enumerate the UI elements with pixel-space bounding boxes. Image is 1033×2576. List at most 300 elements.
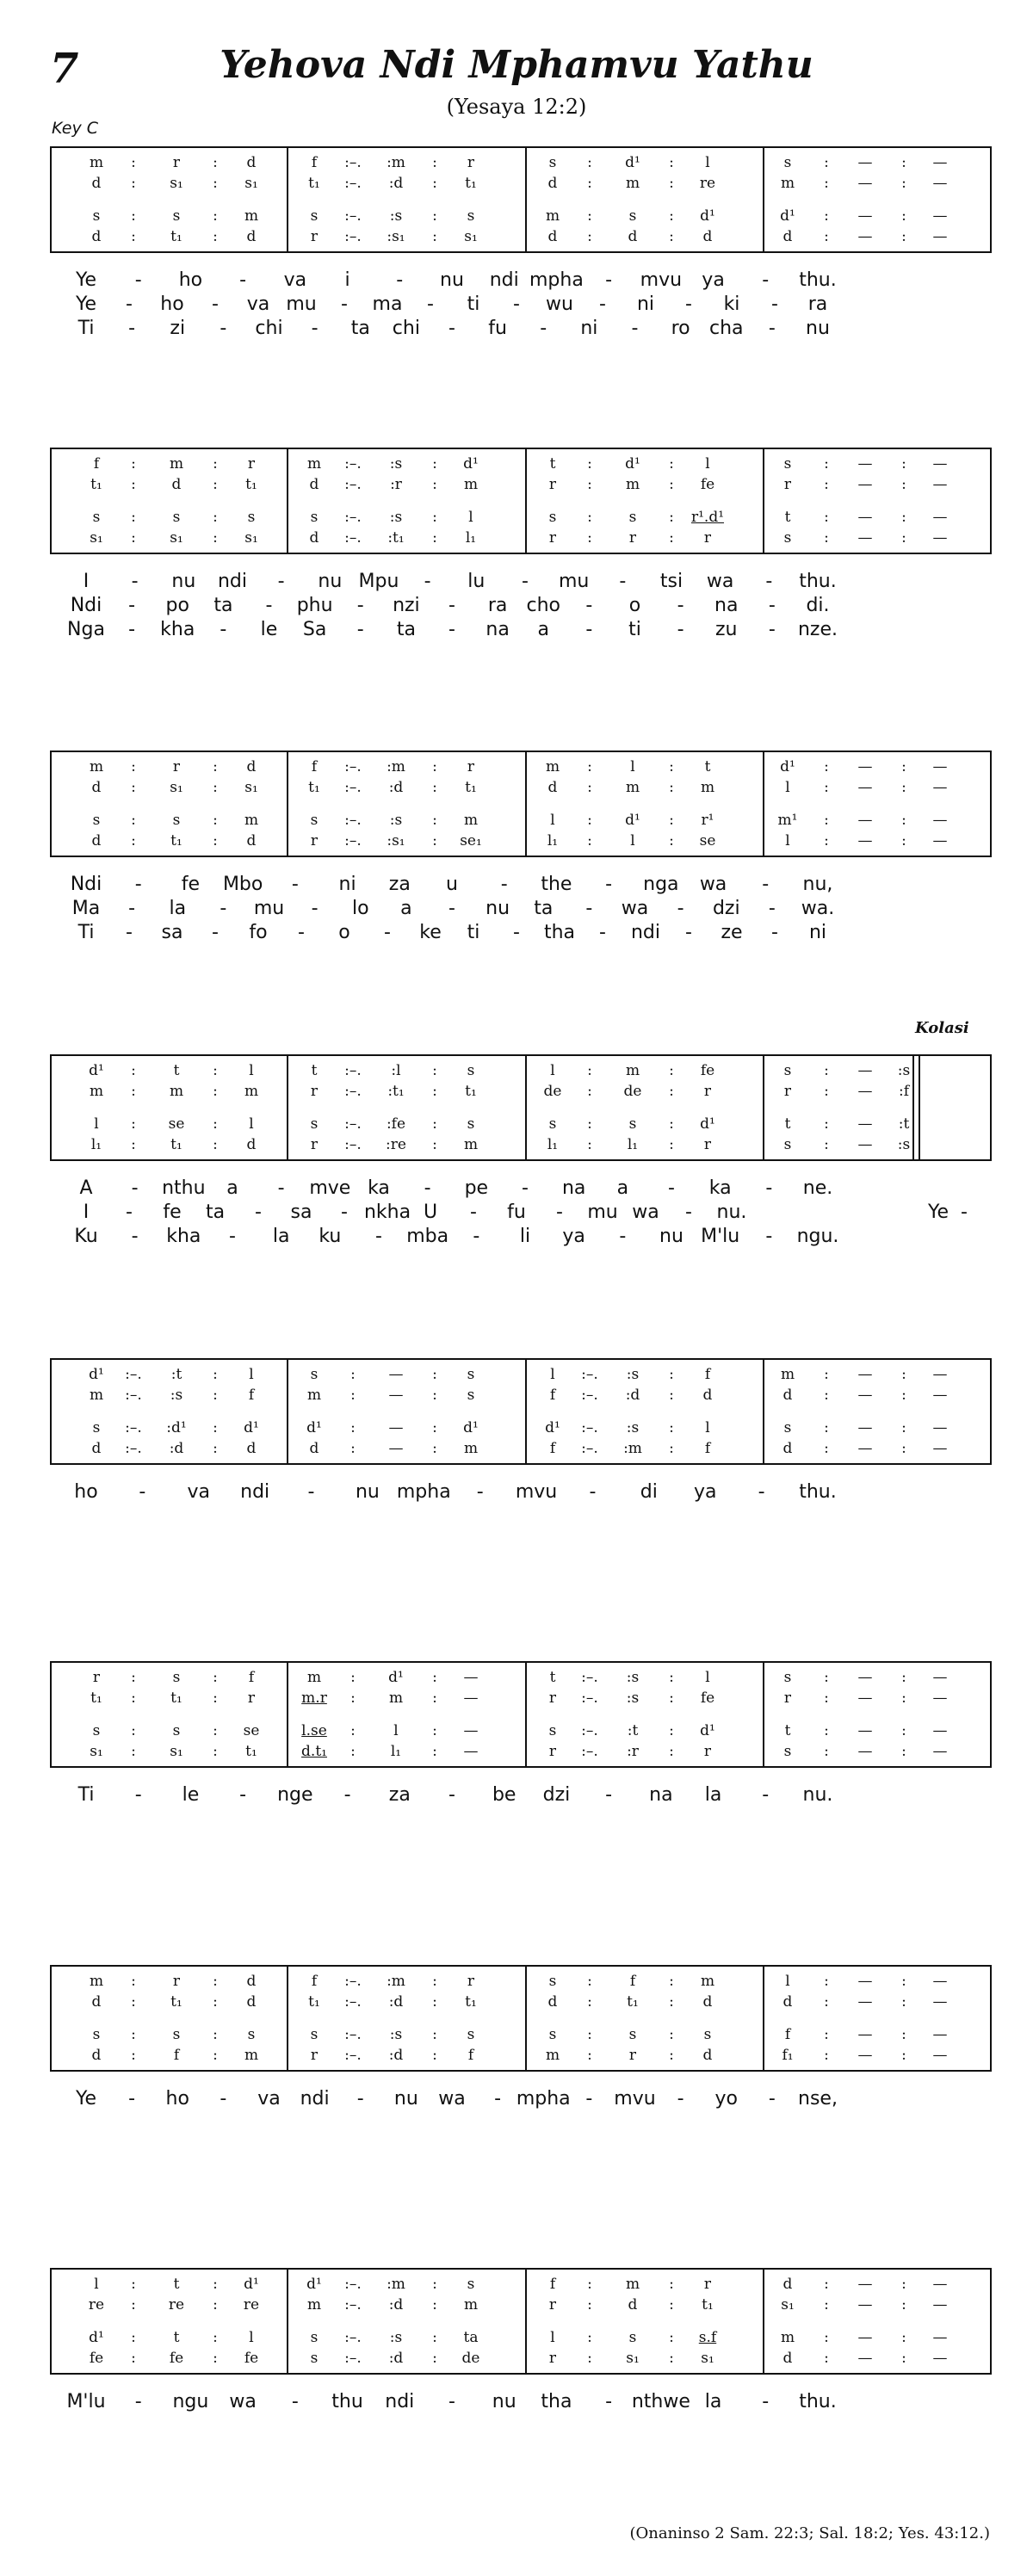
- chorus-label: Kolasi: [915, 1019, 969, 1037]
- solfa-note: l₁: [465, 529, 477, 547]
- solfa-note: l: [785, 779, 790, 796]
- solfa-note: r: [247, 455, 256, 473]
- solfa-note: d: [91, 175, 102, 192]
- lyric-line: [0, 269, 1033, 293]
- hymn-title: Yehova Ndi Mphamvu Yathu: [220, 43, 813, 87]
- solfa-note: —: [932, 2329, 948, 2346]
- syllable-hyphen: -: [212, 293, 219, 315]
- solfa-note: fe: [169, 2350, 184, 2367]
- beat-separator: :–.: [344, 2026, 362, 2043]
- lyric-syllable: a: [537, 619, 549, 640]
- solfa-note: m.r: [301, 1690, 327, 1707]
- voice-row: [52, 2295, 990, 2314]
- beat-separator: :: [587, 2350, 592, 2367]
- solfa-note: s: [172, 812, 181, 829]
- beat-separator: :s: [897, 1136, 911, 1153]
- syllable-hyphen: -: [134, 1784, 142, 1806]
- solfa-note: s: [783, 455, 792, 473]
- beat-separator: :–.: [581, 1690, 598, 1707]
- solfa-note: t₁: [170, 1690, 182, 1707]
- beat-separator: :: [213, 2350, 218, 2367]
- solfa-note: r: [310, 1136, 319, 1153]
- beat-separator: :–.: [344, 832, 362, 849]
- beat-separator: :: [213, 207, 218, 225]
- beat-separator: :: [669, 1690, 674, 1707]
- solfa-note: r: [467, 154, 475, 171]
- solfa-note: —: [463, 1743, 479, 1760]
- beat-separator: :: [432, 2276, 437, 2293]
- solfa-note: t₁: [308, 175, 320, 192]
- beat-separator: :–.: [581, 1366, 598, 1383]
- syllable-hyphen: -: [619, 1226, 627, 1247]
- solfa-note: m: [463, 2296, 479, 2313]
- voice-row: [52, 1689, 990, 1708]
- solfa-note: r: [548, 529, 557, 547]
- syllable-hyphen: -: [513, 922, 520, 943]
- syllable-hyphen: -: [677, 595, 684, 616]
- beat-separator: :: [131, 832, 136, 849]
- syllable-hyphen: -: [220, 619, 227, 640]
- beat-separator: :–.: [344, 2047, 362, 2064]
- syllable-hyphen: -: [277, 1177, 285, 1199]
- music-stave: [50, 1054, 992, 1161]
- solfa-note: t: [549, 1669, 556, 1686]
- lyric-syllable: phu: [296, 595, 333, 616]
- syllable-hyphen: -: [762, 269, 770, 291]
- solfa-note: d¹: [89, 1366, 104, 1383]
- beat-separator: :: [824, 154, 829, 171]
- beat-separator: :: [587, 154, 592, 171]
- beat-separator: :: [587, 1083, 592, 1100]
- beat-separator: :t: [627, 1722, 639, 1739]
- syllable-hyphen: -: [605, 269, 613, 291]
- lyric-line: [0, 293, 1033, 317]
- solfa-note: t₁: [245, 1743, 257, 1760]
- key-signature: Key C: [52, 119, 99, 138]
- voice-row: [52, 1061, 990, 1080]
- solfa-note: d.t₁: [301, 1743, 327, 1760]
- syllable-hyphen: -: [768, 595, 776, 616]
- solfa-note: m: [89, 154, 104, 171]
- solfa-note: s₁: [90, 529, 103, 547]
- syllable-hyphen: -: [585, 595, 593, 616]
- music-stave: [50, 1661, 992, 1768]
- solfa-note: —: [388, 1366, 404, 1383]
- solfa-note: r: [310, 832, 319, 849]
- lyric-syllable: la: [272, 1226, 290, 1247]
- solfa-note: s: [310, 2350, 319, 2367]
- solfa-note: l: [705, 1419, 710, 1436]
- beat-separator: :: [901, 2276, 906, 2293]
- lyric-syllable: ya: [562, 1226, 585, 1247]
- beat-separator: :: [901, 154, 906, 171]
- solfa-note: s: [783, 529, 792, 547]
- beat-separator: :: [131, 2026, 136, 2043]
- solfa-note: d¹: [89, 1062, 104, 1079]
- solfa-note: d: [246, 758, 257, 775]
- solfa-note: m: [306, 455, 322, 473]
- solfa-note: —: [932, 1440, 948, 1457]
- solfa-note: re: [243, 2296, 260, 2313]
- beat-separator: :d: [388, 779, 404, 796]
- beat-separator: :: [901, 1366, 906, 1383]
- solfa-note: r: [310, 1083, 319, 1100]
- solfa-note: t: [173, 1062, 180, 1079]
- solfa-note: m¹: [777, 812, 798, 829]
- beat-separator: :m: [623, 1440, 642, 1457]
- beat-separator: :: [432, 509, 437, 526]
- lyric-syllable: ndi: [240, 1481, 270, 1503]
- beat-separator: :: [432, 832, 437, 849]
- solfa-note: m: [306, 2296, 322, 2313]
- syllable-hyphen: -: [448, 595, 455, 616]
- voice-row: [52, 1115, 990, 1134]
- syllable-hyphen: -: [126, 293, 133, 315]
- solfa-note: l.se: [301, 1722, 327, 1739]
- solfa-note: —: [857, 1722, 873, 1739]
- solfa-note: s: [310, 2329, 319, 2346]
- solfa-note: d: [782, 2350, 793, 2367]
- syllable-hyphen: -: [762, 874, 770, 895]
- solfa-note: re: [699, 175, 716, 192]
- beat-separator: :–.: [344, 1993, 362, 2011]
- solfa-note: l: [550, 812, 555, 829]
- beat-separator: :: [432, 1366, 437, 1383]
- beat-separator: :m: [387, 154, 405, 171]
- beat-separator: :–.: [344, 2276, 362, 2293]
- beat-separator: :: [213, 812, 218, 829]
- syllable-hyphen: -: [470, 1202, 477, 1223]
- beat-separator: :: [131, 1115, 136, 1133]
- beat-separator: :: [824, 175, 829, 192]
- syllable-hyphen: -: [311, 318, 319, 339]
- solfa-note: —: [857, 812, 873, 829]
- solfa-note: t: [173, 2329, 180, 2346]
- solfa-note: d¹: [89, 2329, 104, 2346]
- solfa-note: m: [89, 1973, 104, 1990]
- solfa-note: —: [857, 1387, 873, 1404]
- solfa-note: d¹: [625, 154, 640, 171]
- solfa-note: s₁: [244, 779, 258, 796]
- syllable-hyphen: -: [424, 1177, 431, 1199]
- beat-separator: :: [432, 228, 437, 245]
- beat-separator: :–.: [125, 1419, 142, 1436]
- lyric-line: [0, 570, 1033, 594]
- voice-row: [52, 1418, 990, 1437]
- solfa-note: d: [171, 476, 182, 493]
- syllable-hyphen: -: [291, 2391, 299, 2412]
- beat-separator: :: [669, 529, 674, 547]
- syllable-hyphen: -: [277, 571, 285, 592]
- lyric-syllable: i: [344, 269, 350, 291]
- beat-separator: :: [824, 1419, 829, 1436]
- solfa-note: r: [548, 1743, 557, 1760]
- syllable-hyphen: -: [448, 318, 455, 339]
- beat-separator: :: [587, 2296, 592, 2313]
- voice-row: [52, 2046, 990, 2065]
- beat-separator: :: [213, 154, 218, 171]
- syllable-hyphen: -: [522, 571, 529, 592]
- beat-separator: :–.: [344, 228, 362, 245]
- solfa-note: s: [548, 1115, 557, 1133]
- lyric-syllable: A: [79, 1177, 93, 1199]
- voice-row: [52, 831, 990, 850]
- beat-separator: :d: [388, 2350, 404, 2367]
- beat-separator: :: [432, 1690, 437, 1707]
- syllable-hyphen: -: [522, 1177, 529, 1199]
- solfa-note: fe: [700, 1690, 715, 1707]
- beat-separator: :: [131, 529, 136, 547]
- solfa-note: d: [782, 228, 793, 245]
- lyric-syllable: nthwe: [631, 2391, 690, 2412]
- solfa-note: d¹: [700, 1722, 715, 1739]
- syllable-hyphen: -: [768, 619, 776, 640]
- syllable-hyphen: -: [473, 1226, 480, 1247]
- solfa-note: —: [857, 1136, 873, 1153]
- lyric-line: [0, 1225, 1033, 1249]
- voice-row: [52, 153, 990, 172]
- solfa-note: —: [932, 1690, 948, 1707]
- beat-separator: :–.: [344, 2350, 362, 2367]
- beat-separator: :d: [169, 1440, 184, 1457]
- beat-separator: :: [669, 812, 674, 829]
- solfa-note: s: [628, 207, 637, 225]
- solfa-note: d: [246, 1440, 257, 1457]
- solfa-note: de: [543, 1083, 562, 1100]
- beat-separator: :–.: [344, 455, 362, 473]
- lyric-syllable: ndi: [385, 2391, 415, 2412]
- beat-separator: :: [213, 455, 218, 473]
- solfa-note: s: [628, 2026, 637, 2043]
- beat-separator: :: [131, 207, 136, 225]
- lyric-syllable: va: [257, 2088, 281, 2110]
- beat-separator: :: [901, 2296, 906, 2313]
- solfa-note: d: [91, 228, 102, 245]
- solfa-note: d¹: [463, 1419, 479, 1436]
- lyric-syllable: mvu: [614, 2088, 656, 2110]
- lyric-syllable: fe: [181, 874, 201, 895]
- beat-separator: :s: [626, 1669, 640, 1686]
- beat-separator: :: [901, 509, 906, 526]
- syllable-hyphen: -: [448, 1784, 455, 1806]
- lyric-syllable: ya: [702, 269, 725, 291]
- beat-separator: :: [901, 779, 906, 796]
- solfa-note: d¹: [306, 1419, 322, 1436]
- beat-separator: :: [587, 509, 592, 526]
- beat-separator: :: [350, 1669, 356, 1686]
- voice-row: [52, 1972, 990, 1991]
- lyric-syllable: be: [492, 1784, 516, 1806]
- lyric-syllable: cho: [526, 595, 560, 616]
- lyric-syllable: mpha: [529, 269, 584, 291]
- lyric-syllable: I: [83, 571, 90, 592]
- beat-separator: :: [669, 2047, 674, 2064]
- solfa-note: s: [548, 154, 557, 171]
- lyric-syllable: cha: [708, 318, 744, 339]
- lyric-syllable: ne.: [802, 1177, 833, 1199]
- lyric-syllable: yo: [714, 2088, 738, 2110]
- solfa-note: d¹: [625, 455, 640, 473]
- lyric-syllable: nu,: [802, 874, 833, 895]
- syllable-hyphen: -: [599, 922, 606, 943]
- solfa-note: d¹: [780, 758, 795, 775]
- syllable-hyphen: -: [448, 2391, 455, 2412]
- lyric-syllable: wa: [621, 898, 649, 919]
- solfa-note: d¹: [388, 1669, 404, 1686]
- beat-separator: :r: [390, 476, 402, 493]
- syllable-hyphen: -: [375, 1226, 382, 1247]
- solfa-note: m: [306, 1669, 322, 1686]
- lyric-syllable: lo: [351, 898, 369, 919]
- beat-separator: :: [901, 1669, 906, 1686]
- lyric-syllable: thu: [331, 2391, 363, 2412]
- syllable-hyphen: -: [762, 1784, 770, 1806]
- beat-separator: :–.: [125, 1387, 142, 1404]
- beat-separator: :: [131, 1062, 136, 1079]
- syllable-hyphen: -: [513, 293, 520, 315]
- lyric-syllable: Ye: [75, 2088, 97, 2110]
- beat-separator: :: [669, 832, 674, 849]
- beat-separator: :s: [389, 812, 403, 829]
- solfa-note: s: [467, 207, 475, 225]
- syllable-hyphen: -: [131, 1177, 139, 1199]
- solfa-note: m: [780, 2329, 795, 2346]
- voice-row: [52, 528, 990, 547]
- syllable-hyphen: -: [494, 2088, 502, 2110]
- beat-separator: :: [669, 2350, 674, 2367]
- solfa-note: m: [89, 758, 104, 775]
- solfa-note: s: [92, 812, 101, 829]
- voice-row: [52, 1668, 990, 1687]
- beat-separator: :: [901, 812, 906, 829]
- scripture-reference: (Yesaya 12:2): [446, 95, 587, 119]
- solfa-note: s: [783, 1136, 792, 1153]
- beat-separator: :: [669, 1387, 674, 1404]
- lyric-syllable: tha: [543, 922, 576, 943]
- beat-separator: :: [824, 1366, 829, 1383]
- solfa-note: —: [932, 812, 948, 829]
- beat-separator: :: [213, 1993, 218, 2011]
- beat-separator: :: [824, 1669, 829, 1686]
- syllable-hyphen: -: [599, 293, 606, 315]
- solfa-note: s: [310, 509, 319, 526]
- solfa-note: m: [306, 1387, 322, 1404]
- solfa-note: f: [549, 2276, 556, 2293]
- syllable-hyphen: -: [255, 1202, 262, 1223]
- solfa-note: m: [780, 175, 795, 192]
- solfa-note: —: [932, 2350, 948, 2367]
- beat-separator: :s₁: [387, 832, 405, 849]
- solfa-note: d¹: [700, 1115, 715, 1133]
- beat-separator: :: [669, 1136, 674, 1153]
- solfa-note: r¹.d¹: [690, 509, 725, 526]
- lyric-syllable: mpha: [396, 1481, 451, 1503]
- beat-separator: :: [131, 2329, 136, 2346]
- lyric-syllable: thu.: [799, 1481, 837, 1503]
- lyric-syllable: ke: [419, 922, 442, 943]
- lyric-syllable: ti: [467, 922, 480, 943]
- beat-separator: :: [131, 2276, 136, 2293]
- beat-separator: :–.: [344, 509, 362, 526]
- lyric-syllable: ta: [396, 619, 416, 640]
- beat-separator: :: [824, 2296, 829, 2313]
- solfa-note: —: [932, 455, 948, 473]
- solfa-note: —: [857, 2026, 873, 2043]
- beat-separator: :: [824, 832, 829, 849]
- beat-separator: :: [824, 1973, 829, 1990]
- lyric-syllable: chi: [255, 318, 283, 339]
- beat-separator: :: [901, 1419, 906, 1436]
- solfa-note: m: [545, 2047, 560, 2064]
- beat-separator: :: [587, 1136, 592, 1153]
- solfa-note: f: [549, 1440, 556, 1457]
- beat-separator: :: [131, 154, 136, 171]
- beat-separator: :–.: [344, 1083, 362, 1100]
- beat-separator: :: [432, 1993, 437, 2011]
- beat-separator: :: [669, 1419, 674, 1436]
- music-stave: [50, 1965, 992, 2072]
- voice-row: [52, 207, 990, 225]
- beat-separator: :: [824, 1722, 829, 1739]
- beat-separator: :: [901, 1440, 906, 1457]
- beat-separator: :: [669, 175, 674, 192]
- solfa-note: —: [932, 758, 948, 775]
- syllable-hyphen: -: [356, 595, 364, 616]
- solfa-note: r: [703, 529, 712, 547]
- lyric-syllable: M'lu: [701, 1226, 740, 1247]
- beat-separator: :: [131, 509, 136, 526]
- beat-separator: :: [350, 1743, 356, 1760]
- beat-separator: :: [901, 2350, 906, 2367]
- beat-separator: :s: [626, 1366, 640, 1383]
- syllable-hyphen: -: [765, 1177, 773, 1199]
- beat-separator: :: [901, 455, 906, 473]
- beat-separator: :: [213, 1440, 218, 1457]
- solfa-note: s₁: [244, 175, 258, 192]
- beat-separator: :: [213, 1722, 218, 1739]
- lyric-syllable: na: [561, 1177, 586, 1199]
- solfa-note: —: [932, 207, 948, 225]
- voice-row: [52, 2025, 990, 2044]
- lyric-syllable: U: [423, 1202, 438, 1223]
- beat-separator: :: [901, 228, 906, 245]
- beat-separator: :: [432, 779, 437, 796]
- beat-separator: :–.: [344, 2296, 362, 2313]
- solfa-note: —: [857, 2047, 873, 2064]
- beat-separator: :: [824, 455, 829, 473]
- solfa-note: s: [310, 812, 319, 829]
- beat-separator: :: [350, 1419, 356, 1436]
- beat-separator: :: [669, 1366, 674, 1383]
- solfa-note: —: [932, 1993, 948, 2011]
- beat-separator: :: [669, 1722, 674, 1739]
- beat-separator: :: [669, 1083, 674, 1100]
- solfa-note: r¹: [701, 812, 714, 829]
- music-stave: [50, 448, 992, 554]
- music-stave: [50, 1358, 992, 1465]
- solfa-note: r: [548, 2350, 557, 2367]
- solfa-note: s: [247, 509, 256, 526]
- syllable-hyphen: -: [961, 1202, 968, 1223]
- solfa-note: r: [467, 1973, 475, 1990]
- solfa-note: t₁: [627, 1993, 639, 2011]
- beat-separator: :: [669, 154, 674, 171]
- solfa-note: d: [91, 1993, 102, 2011]
- beat-separator: :: [669, 1440, 674, 1457]
- lyric-syllable: nu.: [802, 1784, 833, 1806]
- lyric-syllable: o: [628, 595, 641, 616]
- lyric-syllable: na: [486, 619, 510, 640]
